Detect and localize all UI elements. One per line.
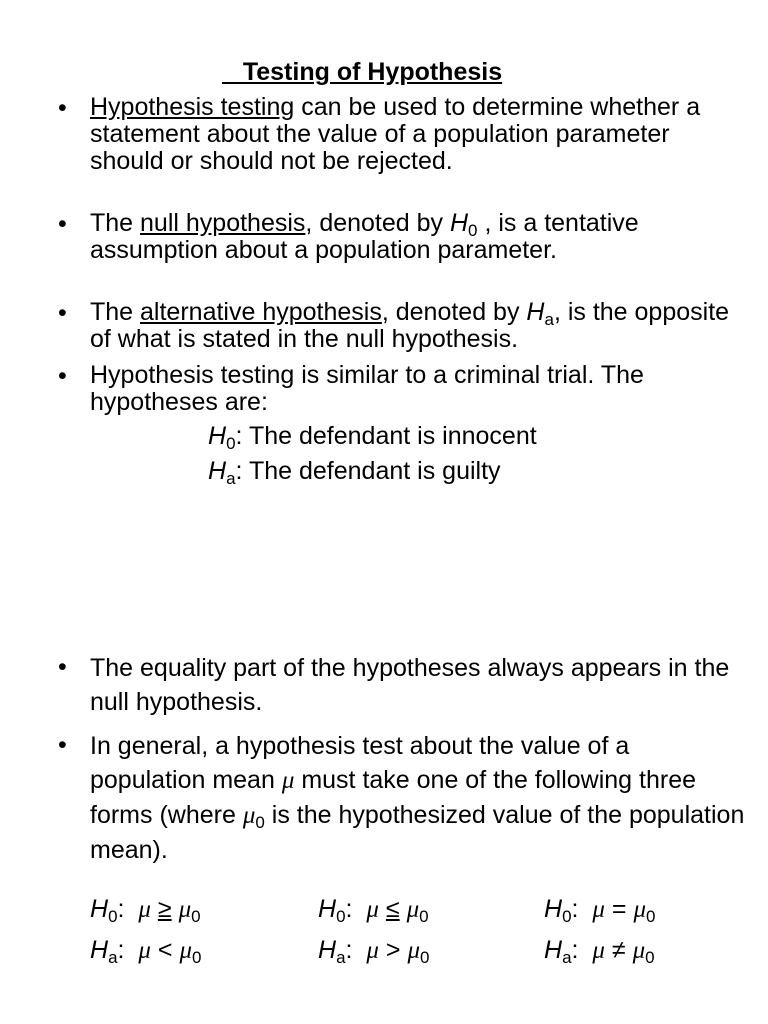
symbol-h: H xyxy=(526,298,545,326)
trial-h0-text: : The defendant is innocent xyxy=(235,422,537,450)
term-null-hypothesis: null hypothesis xyxy=(140,209,306,237)
relation-operator: ≤ xyxy=(385,895,400,923)
relation-operator: > xyxy=(385,936,401,964)
form-3-h0 xyxy=(544,895,656,924)
symbol-h: H xyxy=(544,936,563,964)
symbol-h: H xyxy=(90,895,109,923)
mu-symbol: μ xyxy=(406,896,420,923)
symbol-h: H xyxy=(208,422,227,450)
bullet-marker: • xyxy=(58,299,67,327)
subscript: 0 xyxy=(108,907,118,926)
symbol-h: H xyxy=(318,895,337,923)
subscript: 0 xyxy=(192,948,202,967)
subscript: 0 xyxy=(420,948,430,967)
mu-symbol: μ xyxy=(592,896,605,923)
mu-symbol: μ xyxy=(592,937,605,964)
mu-symbol: μ xyxy=(366,937,379,964)
symbol-h: H xyxy=(449,209,469,237)
trial-ha-line xyxy=(208,457,501,486)
subscript: 0 xyxy=(419,907,429,926)
bullet-text: can be used to determine whether a statement about the value of a population parameter should or should not be rejected. xyxy=(90,93,701,175)
bullet-marker: • xyxy=(58,653,67,681)
bullet-null-hypothesis xyxy=(90,210,750,264)
subscript: a xyxy=(108,948,118,967)
colon: : xyxy=(345,895,353,923)
subscript: 0 xyxy=(562,907,572,926)
form-1-h0 xyxy=(90,895,201,924)
relation-operator: = xyxy=(611,895,627,923)
relation-operator: < xyxy=(157,936,173,964)
subscript: 0 xyxy=(645,948,655,967)
mu-symbol: μ xyxy=(281,767,295,794)
mu-symbol: μ xyxy=(407,937,421,964)
page-title: Testing of Hypothesis xyxy=(222,58,503,86)
symbol-h: H xyxy=(208,457,227,485)
bullet-text: In general, a hypothesis test about the value of a population mean xyxy=(90,732,630,794)
mu-symbol: μ xyxy=(138,896,151,923)
subscript: a xyxy=(336,948,346,967)
bullet-marker: • xyxy=(58,731,67,759)
symbol-h: H xyxy=(90,936,109,964)
mu-symbol: μ xyxy=(633,896,647,923)
colon: : xyxy=(117,895,125,923)
form-2-h0 xyxy=(318,895,429,924)
bullet-three-forms xyxy=(90,729,750,867)
bullet-text: must take one of the following three forms (where xyxy=(90,766,696,829)
bullet-text: , is the opposite of what is stated in the null hypothesis. xyxy=(90,298,730,353)
bullet-text: , is a tentative assumption about a population parameter. xyxy=(90,209,639,264)
form-3-ha xyxy=(544,936,655,965)
trial-ha-text: : The defendant is guilty xyxy=(235,457,501,485)
bullet-equality-part: The equality part of the hypotheses always appears in the null hypothesis. xyxy=(90,654,730,716)
relation-operator: ≠ xyxy=(611,936,626,964)
trial-h0-line xyxy=(208,422,537,451)
mu-symbol: μ xyxy=(242,802,256,829)
bullet-text: The xyxy=(90,298,141,326)
subscript: 0 xyxy=(336,907,346,926)
subscript: 0 xyxy=(191,907,201,926)
mu-symbol: μ xyxy=(178,896,192,923)
mu-symbol: μ xyxy=(179,937,193,964)
term-hypothesis-testing: Hypothesis testing xyxy=(90,93,295,121)
bullet-text: , denoted by xyxy=(381,298,527,326)
colon: : xyxy=(117,936,125,964)
bullet-marker: • xyxy=(58,362,67,390)
symbol-h: H xyxy=(544,895,563,923)
subscript: a xyxy=(544,310,554,329)
bullet-marker: • xyxy=(58,94,67,122)
term-alternative-hypothesis: alternative hypothesis xyxy=(140,298,382,326)
relation-operator: ≥ xyxy=(157,895,172,923)
subscript: 0 xyxy=(226,434,236,453)
bullet-text: is the hypothesized value of the population mean). xyxy=(90,801,745,864)
colon: : xyxy=(345,936,353,964)
subscript: a xyxy=(562,948,572,967)
colon: : xyxy=(571,936,579,964)
subscript: 0 xyxy=(255,813,265,832)
subscript: 0 xyxy=(468,221,478,240)
bullet-text: The xyxy=(90,209,141,237)
subscript: a xyxy=(226,469,236,488)
bullet-text: , denoted by xyxy=(305,209,450,237)
form-1-ha xyxy=(90,936,202,965)
mu-symbol: μ xyxy=(138,937,151,964)
mu-symbol: μ xyxy=(366,896,379,923)
bullet-hypothesis-testing xyxy=(90,94,750,175)
subscript: 0 xyxy=(646,907,656,926)
form-2-ha xyxy=(318,936,430,965)
mu-symbol: μ xyxy=(632,937,646,964)
bullet-alternative-hypothesis xyxy=(90,299,750,353)
colon: : xyxy=(571,895,579,923)
symbol-h: H xyxy=(318,936,337,964)
bullet-criminal-trial: Hypothesis testing is similar to a criminal trial. The hypotheses are: xyxy=(90,361,644,416)
bullet-marker: • xyxy=(58,210,67,238)
